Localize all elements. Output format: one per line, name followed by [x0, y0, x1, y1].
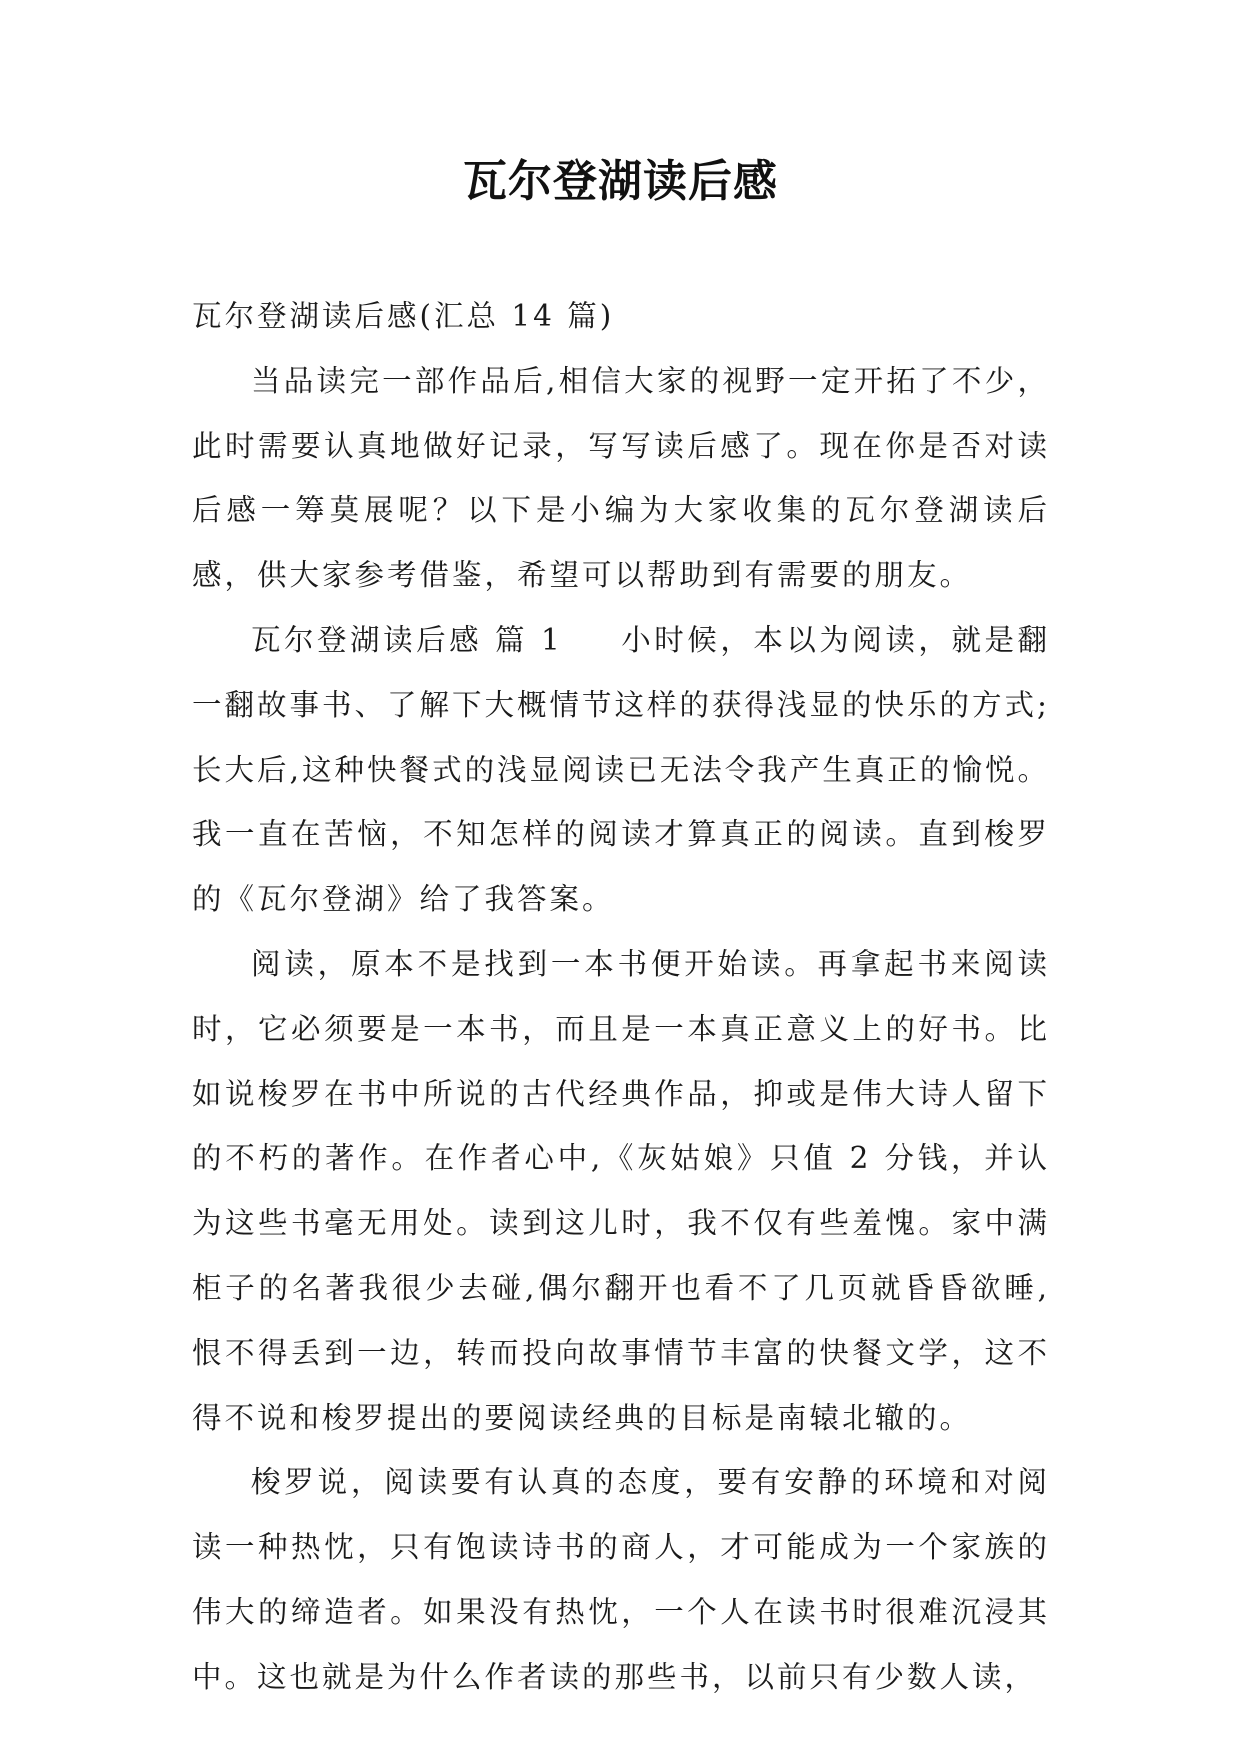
section-1-paragraph-1 — [192, 608, 1050, 932]
section-1-heading: 瓦尔登湖读后感 篇 1 — [251, 622, 563, 657]
intro-paragraph: 当品读完一部作品后,相信大家的视野一定开拓了不少，此时需要认真地做好记录，写写读后感了。现在你是否对读后感一筹莫展呢？以下是小编为大家收集的瓦尔登湖读后感，供大家参考借鉴，希望可以帮助到有需要的朋友。 — [192, 363, 1050, 593]
section-1-paragraph-2: 阅读，原本不是找到一本书便开始读。再拿起书来阅读时，它必须要是一本书，而且是一本真正意义上的好书。比如说梭罗在书中所说的古代经典作品，抑或是伟大诗人留下的不朽的著作。在作者心中,《灰姑娘》只值 2 分钱，并认为这些书毫无用处。读到这儿时，我不仅有些羞愧。家中满柜子的名著我很少去碰,偶尔翻开也看不了几页就昏昏欲睡,恨不得丢到一边，转而投向故事情节丰富的快餐文学，这不得不说和梭罗提出的要阅读经典的目标是南辕北辙的。 — [192, 946, 1050, 1435]
document-body — [192, 284, 1050, 1710]
document-subtitle: 瓦尔登湖读后感(汇总 14 篇) — [192, 299, 615, 333]
document-title: 瓦尔登湖读后感 — [463, 156, 778, 207]
section-1-paragraph-3: 梭罗说，阅读要有认真的态度，要有安静的环境和对阅读一种热忱，只有饱读诗书的商人，才可能成为一个家族的伟大的缔造者。如果没有热忱，一个人在读书时很难沉浸其中。这也就是为什么作者读的那些书，以前只有少数人读， — [192, 1465, 1050, 1694]
section-1-paragraph-1-text: 小时候，本以为阅读，就是翻一翻故事书、了解下大概情节这样的获得浅显的快乐的方式;长大后,这种快餐式的浅显阅读已无法令我产生真正的愉悦。我一直在苦恼，不知怎样的阅读才算真正的阅读。直到梭罗的《瓦尔登湖》给了我答案。 — [192, 622, 1050, 917]
